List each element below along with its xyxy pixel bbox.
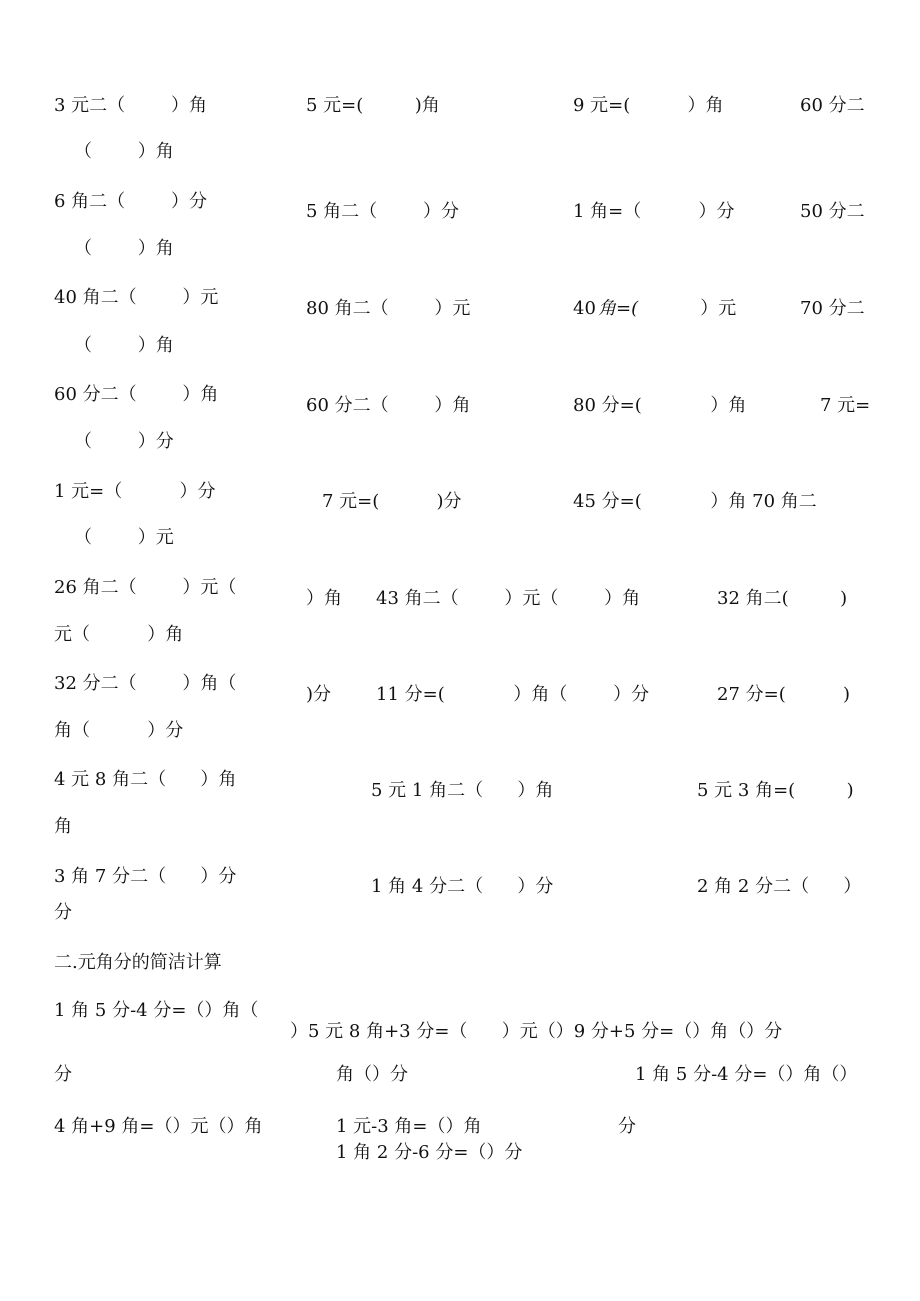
problem-text: （ ）角 (74, 141, 174, 162)
problem-text: ）元 (643, 298, 737, 319)
problem-text: 角 (54, 816, 72, 837)
problem-text: 7 元= (820, 395, 871, 416)
problem-text: 5 元 3 角=( ) (697, 780, 854, 801)
problem-text: 1 角=（ ）分 (573, 201, 735, 222)
problem-text: 1 元=（ ）分 (54, 481, 216, 502)
problem-text: ）角 (306, 588, 342, 609)
problem-text: 角（ ）分 (54, 720, 184, 741)
problem-text: 元（ ）角 (54, 624, 184, 645)
calc-text: 角（）分 (336, 1064, 408, 1085)
calc-text: 1 元-3 角=（）角 (336, 1116, 482, 1137)
calc-text: 4 角+9 角=（）元（）角 (54, 1116, 263, 1137)
problem-text: 7 元=( )分 (322, 491, 462, 512)
problem-text: 3 元二（ ）角 (54, 95, 207, 116)
problem-text: 80 角二（ ）元 (306, 298, 471, 319)
problem-text: 60 分二（ ）角 (54, 384, 219, 405)
problem-text: 32 分二（ ）角（ (54, 673, 237, 694)
problem-text: （ ）分 (74, 431, 174, 452)
problem-text: 26 角二（ ）元（ (54, 577, 237, 598)
problem-text: 60 分二（ ）角 (306, 395, 471, 416)
problem-text: 70 分二 (800, 298, 865, 319)
problem-text: （ ）角 (74, 335, 174, 356)
problem-text: 5 角二（ ）分 (306, 201, 459, 222)
problem-text: 6 角二（ ）分 (54, 191, 207, 212)
problem-text: 40 角二（ ）元 (54, 287, 219, 308)
calc-text: ）5 元 8 角+3 分=（ ）元（）9 分+5 分=（）角（）分 (290, 1021, 783, 1042)
problem-text: （ ）元 (74, 527, 174, 548)
problem-text: 50 分二 (800, 201, 865, 222)
problem-text: 40 (573, 298, 602, 319)
calc-text: 1 角 5 分-4 分=（）角（） (635, 1064, 858, 1085)
problem-text: 角=( (598, 298, 639, 319)
problem-text: 分 (54, 902, 72, 923)
problem-text: 3 角 7 分二（ ）分 (54, 866, 237, 887)
section-title: 二.元角分的简洁计算 (54, 952, 222, 973)
problem-text: 2 角 2 分二（ ） (697, 876, 862, 897)
problem-text: 1 角 4 分二（ ）分 (371, 876, 554, 897)
calc-text: 1 角 5 分-4 分=（）角（ (54, 1000, 259, 1021)
problem-text: 4 元 8 角二（ ）角 (54, 769, 237, 790)
calc-text: 分 (54, 1064, 72, 1085)
problem-text: 32 角二( ) (717, 588, 848, 609)
problem-text: 80 分=( ）角 (573, 395, 747, 416)
problem-text: 27 分=( ) (717, 684, 850, 705)
calc-text: 1 角 2 分-6 分=（）分 (336, 1142, 523, 1163)
problem-text: 60 分二 (800, 95, 865, 116)
problem-text: 9 元=( ）角 (573, 95, 724, 116)
problem-text: 5 元=( )角 (306, 95, 440, 116)
problem-text: 45 分=( ）角 70 角二 (573, 491, 817, 512)
problem-text: )分 (306, 684, 332, 705)
problem-text: 5 元 1 角二（ ）角 (371, 780, 554, 801)
calc-text: 分 (618, 1116, 636, 1137)
problem-text: （ ）角 (74, 238, 174, 259)
problem-text: 43 角二（ ）元（ ）角 (376, 588, 641, 609)
problem-text: 11 分=( ）角（ ）分 (376, 684, 650, 705)
